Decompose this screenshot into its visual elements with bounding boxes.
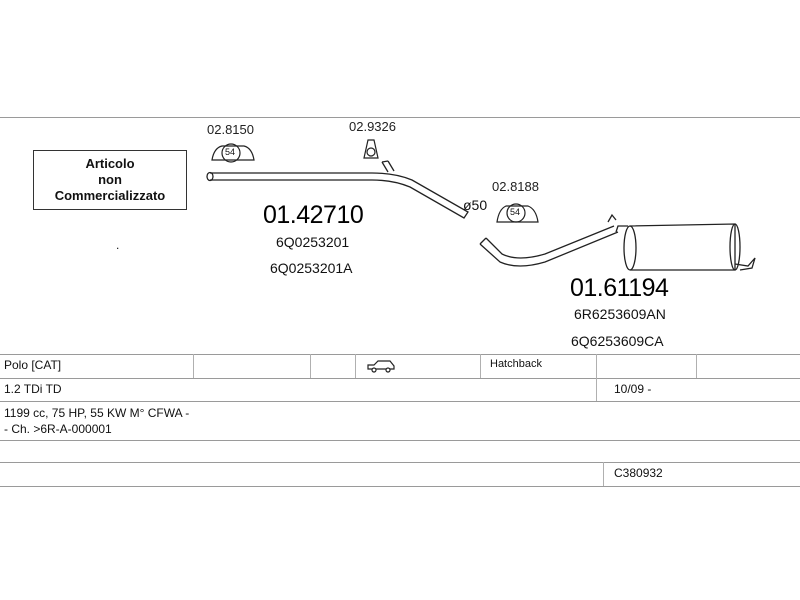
- table-line-1: [0, 354, 800, 355]
- note-line-2: non: [98, 172, 122, 187]
- not-sold-note: [33, 150, 187, 210]
- pipe-diameter-label: ø50: [463, 197, 488, 213]
- col-divider-7: [603, 462, 604, 486]
- clamp-left-size: 54: [225, 147, 236, 157]
- col-divider-4: [480, 354, 481, 378]
- catalog-code: C380932: [614, 466, 663, 480]
- table-line-3: [0, 401, 800, 402]
- table-line-2: [0, 378, 800, 379]
- clamp-middle-icon: [364, 140, 378, 158]
- rear-silencer-oem-1: 6R6253609AN: [574, 306, 666, 322]
- clamp-right-size: 54: [510, 207, 521, 217]
- front-pipe-oem-2: 6Q0253201A: [270, 260, 353, 276]
- note-line-3: Commercializzato: [54, 188, 166, 203]
- note-line-1: Articolo: [85, 156, 135, 171]
- vehicle-date: 10/09 -: [614, 382, 652, 396]
- table-line-5: [0, 462, 800, 463]
- clamp-middle-code: 02.9326: [349, 119, 396, 134]
- front-pipe-part-number: 01.42710: [263, 201, 364, 229]
- front-pipe-oem-1: 6Q0253201: [276, 234, 350, 250]
- clamp-right-code: 02.8188: [492, 179, 539, 194]
- clamp-left-code: 02.8150: [207, 122, 254, 137]
- rear-silencer-drawing: [480, 215, 755, 270]
- vehicle-spec: 1199 cc, 75 HP, 55 KW M° CFWA -: [4, 406, 190, 420]
- car-icon: [366, 359, 396, 378]
- col-divider-1: [193, 354, 194, 378]
- col-divider-3: [355, 354, 356, 378]
- table-line-4: [0, 440, 800, 441]
- vehicle-body-type: Hatchback: [490, 358, 542, 370]
- col-divider-6: [696, 354, 697, 378]
- vehicle-model: Polo [CAT]: [4, 358, 62, 372]
- stray-dot: .: [116, 238, 120, 252]
- rear-silencer-oem-2: 6Q6253609CA: [571, 333, 664, 349]
- col-divider-2: [310, 354, 311, 378]
- vehicle-engine: 1.2 TDi TD: [4, 382, 62, 396]
- rear-silencer-part-number: 01.61194: [570, 274, 669, 302]
- table-line-6: [0, 486, 800, 487]
- vehicle-chassis: - Ch. >6R-A-000001: [4, 422, 112, 436]
- col-divider-5: [596, 354, 597, 401]
